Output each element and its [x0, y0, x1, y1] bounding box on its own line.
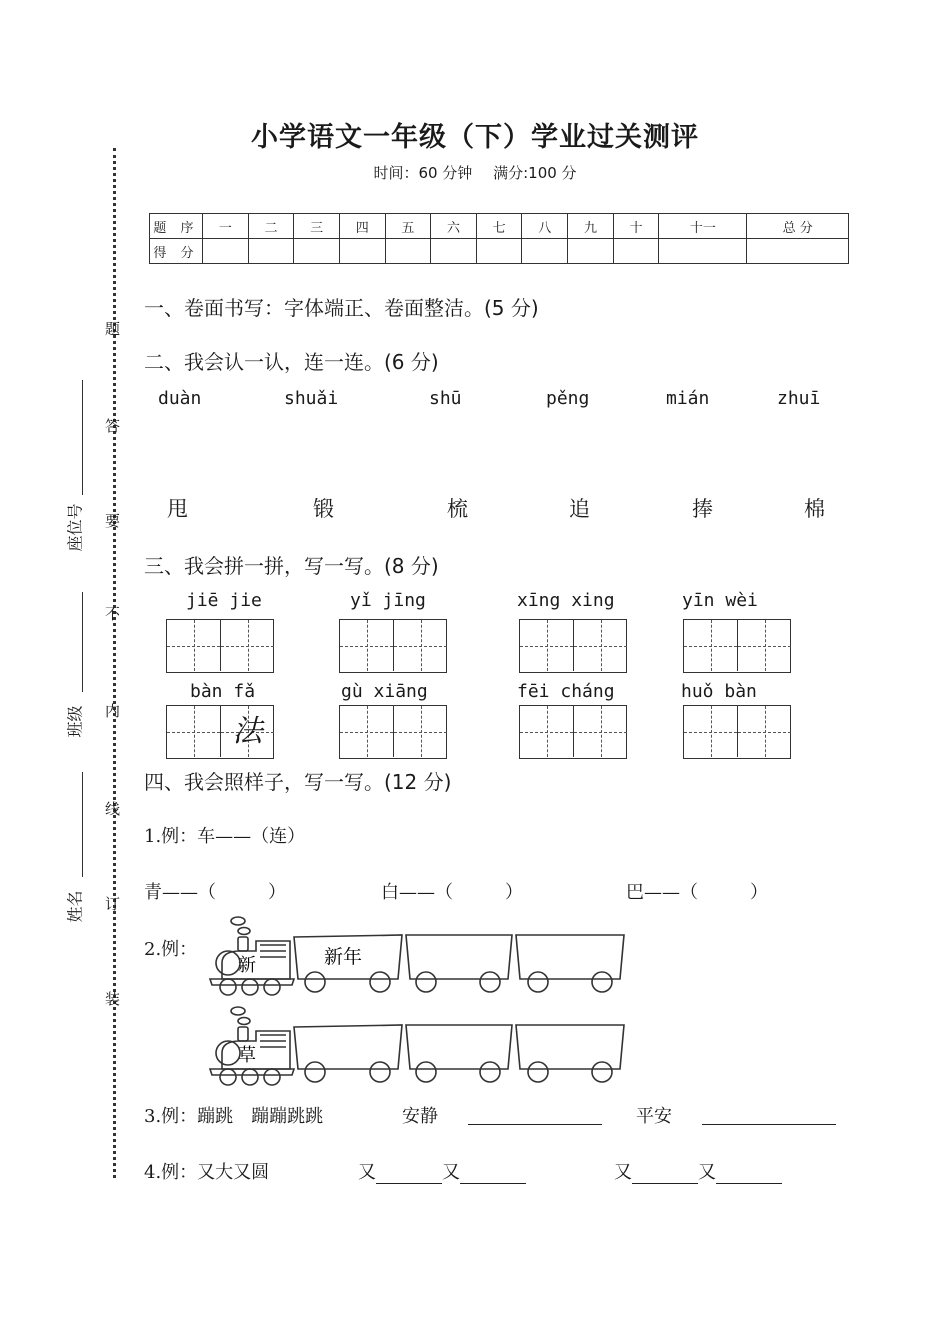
- character-item[interactable]: 棉: [804, 497, 825, 521]
- q1-item: 青——（ ）: [144, 882, 286, 903]
- page-title: 小学语文一年级（下）学业过关测评: [251, 122, 699, 153]
- table-row: [150, 214, 849, 239]
- q3-example: 3.例：蹦跳 蹦蹦跳跳: [144, 1106, 324, 1127]
- q1-item: 巴——（ ）: [626, 882, 768, 903]
- pinyin-word: shuǎi: [284, 388, 339, 409]
- score-cell[interactable]: [568, 239, 614, 264]
- pinyin-word: shū: [429, 388, 462, 409]
- table-header-cell: 二: [248, 214, 294, 239]
- margin-notice-char: 内: [105, 702, 121, 720]
- writing-grid[interactable]: [339, 705, 447, 759]
- writing-grid[interactable]: [339, 619, 447, 673]
- score-cell[interactable]: [385, 239, 431, 264]
- writing-grid[interactable]: [166, 705, 274, 759]
- table-header-cell: 七: [476, 214, 522, 239]
- table-header-cell: 得 分: [150, 239, 203, 264]
- writing-grid[interactable]: [683, 619, 791, 673]
- engine-body: [222, 941, 290, 979]
- pinyin-word: mián: [666, 388, 710, 409]
- table-header-cell: 五: [385, 214, 431, 239]
- pinyin-word: zhuī: [777, 388, 821, 409]
- section-heading: 四、我会照样子，写一写。(12 分): [144, 770, 452, 794]
- name-label: 姓名: [65, 890, 85, 923]
- q1-example: 1.例：车——（连）: [144, 826, 306, 847]
- score-cell[interactable]: [248, 239, 294, 264]
- table-header-cell: 九: [568, 214, 614, 239]
- table-header-cell: 十: [613, 214, 659, 239]
- character-item[interactable]: 锻: [313, 497, 334, 521]
- table-header-cell: 六: [431, 214, 477, 239]
- score-cell[interactable]: [476, 239, 522, 264]
- score-cell[interactable]: [522, 239, 568, 264]
- grid-pinyin: gù xiāng: [341, 681, 428, 702]
- time-limit: 时间：60 分钟: [373, 164, 473, 182]
- class-line[interactable]: [82, 592, 83, 692]
- answer-blank[interactable]: [376, 1165, 442, 1184]
- score-cell[interactable]: [659, 239, 747, 264]
- writing-grid[interactable]: [683, 705, 791, 759]
- table-header-cell: 四: [339, 214, 385, 239]
- score-cell[interactable]: [203, 239, 249, 264]
- binding-dotted-line: [113, 148, 116, 1178]
- seat-number-line[interactable]: [82, 380, 83, 495]
- margin-notice-char: 线: [105, 800, 121, 818]
- answer-blank[interactable]: [632, 1165, 698, 1184]
- table-header-cell: 一: [203, 214, 249, 239]
- section-heading: 一、卷面书写：字体端正、卷面整洁。(5 分): [144, 296, 539, 320]
- train-illustration: [200, 915, 630, 1000]
- section-heading: 二、我会认一认，连一连。(6 分): [144, 350, 439, 374]
- score-cell[interactable]: [747, 239, 849, 264]
- table-row: [150, 239, 849, 264]
- score-table: [149, 213, 849, 264]
- q4-pattern: 又 又: [614, 1158, 782, 1184]
- class-label: 班级: [65, 705, 85, 738]
- q3-word: 安静: [402, 1106, 438, 1127]
- grid-pinyin: jiē jie: [186, 590, 262, 611]
- example-character: 法: [232, 714, 263, 749]
- table-header-cell: 十一: [659, 214, 747, 239]
- grid-pinyin: yīn wèi: [682, 590, 758, 611]
- pinyin-word: duàn: [158, 388, 202, 409]
- answer-blank[interactable]: [468, 1106, 602, 1125]
- margin-notice-char: 题: [105, 320, 121, 338]
- grid-pinyin: xīng xing: [517, 590, 615, 611]
- train-engine-char: 草: [238, 1045, 256, 1066]
- q3-word: 平安: [636, 1106, 672, 1127]
- name-line[interactable]: [82, 772, 83, 877]
- character-item[interactable]: 捧: [692, 497, 713, 521]
- answer-blank[interactable]: [716, 1165, 782, 1184]
- score-cell[interactable]: [294, 239, 340, 264]
- grid-pinyin: huǒ bàn: [681, 681, 757, 702]
- q4-pattern: 又 又: [358, 1158, 526, 1184]
- writing-grid[interactable]: [166, 619, 274, 673]
- grid-pinyin: yǐ jīng: [350, 590, 426, 611]
- train-illustration: [200, 1005, 630, 1090]
- score-cell[interactable]: [613, 239, 659, 264]
- margin-notice-char: 订: [105, 895, 121, 913]
- margin-notice-char: 装: [105, 990, 121, 1008]
- table-header-cell: 八: [522, 214, 568, 239]
- section-heading: 三、我会拼一拼，写一写。(8 分): [144, 554, 439, 578]
- exam-info: [0, 162, 950, 183]
- table-header-cell: 三: [294, 214, 340, 239]
- grid-pinyin: bàn fǎ: [190, 681, 256, 702]
- margin-notice-char: 不: [105, 605, 121, 623]
- grid-pinyin: fēi cháng: [517, 681, 615, 702]
- margin-notice-char: 要: [105, 512, 121, 530]
- q1-item: 白——（ ）: [381, 882, 523, 903]
- score-cell[interactable]: [339, 239, 385, 264]
- character-item[interactable]: 追: [569, 497, 590, 521]
- train-engine-char: 新: [238, 955, 256, 976]
- answer-blank[interactable]: [460, 1165, 526, 1184]
- q2-label: 2.例：: [144, 939, 198, 960]
- q4-example: 4.例：又大又圆: [144, 1162, 270, 1183]
- seat-number-label: 座位号: [65, 503, 85, 552]
- character-item[interactable]: 梳: [447, 497, 468, 521]
- pinyin-word: pěng: [546, 388, 590, 409]
- score-cell[interactable]: [431, 239, 477, 264]
- writing-grid[interactable]: [519, 619, 627, 673]
- margin-notice-char: 答: [105, 417, 121, 435]
- writing-grid[interactable]: [519, 705, 627, 759]
- table-header-cell: 题 序: [150, 214, 203, 239]
- full-score: 满分:100 分: [493, 164, 577, 182]
- answer-blank[interactable]: [702, 1106, 836, 1125]
- train-car-word: 新年: [324, 946, 363, 968]
- table-header-cell: 总 分: [747, 214, 849, 239]
- character-item[interactable]: 甩: [167, 497, 188, 521]
